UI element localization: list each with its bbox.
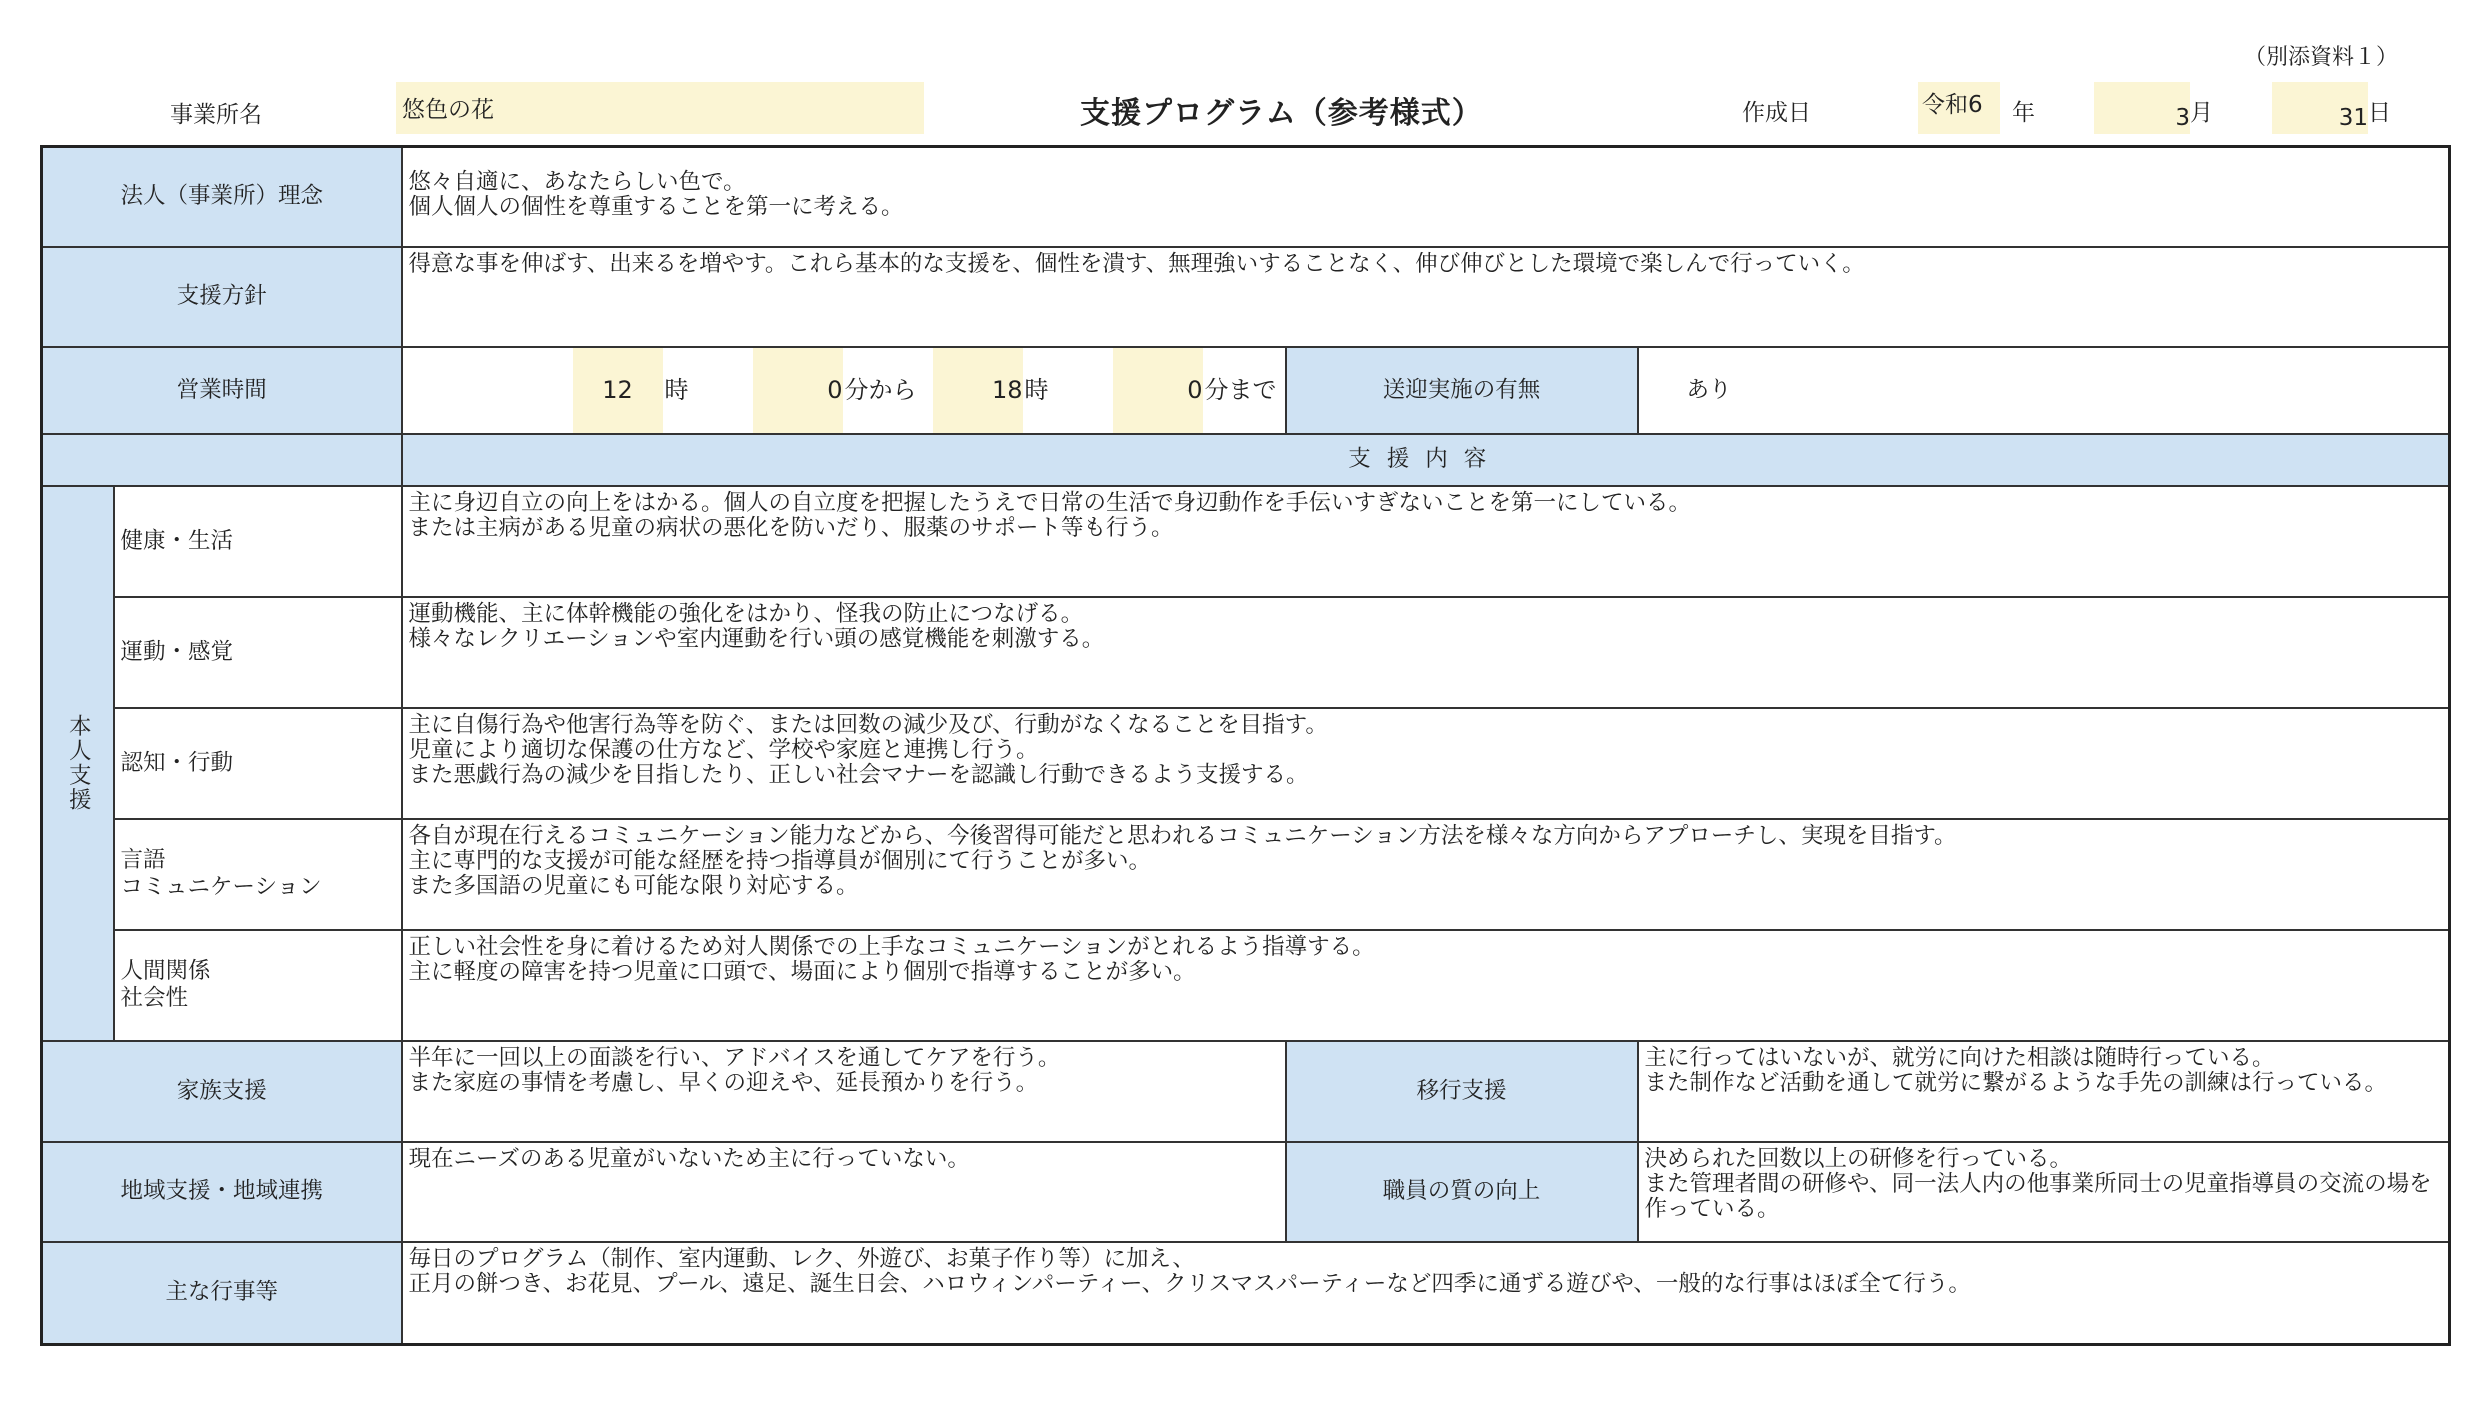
philosophy-text[interactable]: 悠々自適に、あなたらしい色で。 個人個人の個性を尊重することを第一に考える。 (402, 147, 2450, 247)
until-unit: 分まで (1204, 375, 1277, 404)
social-relations-label: 人間関係 社会性 (114, 930, 402, 1041)
cognition-behavior-label: 認知・行動 (114, 708, 402, 819)
hours-cell (402, 347, 1286, 434)
start-hour-field[interactable]: 12 (573, 348, 663, 433)
day-unit: 日 (2368, 100, 2391, 126)
individual-row-cognition (42, 708, 2450, 819)
transition-support-text[interactable]: 主に行ってはいないが、就労に向けた相談は随時行っている。 また制作など活動を通して就労に繋がるような手先の訓練は行っている。 (1638, 1041, 2450, 1142)
support-program-table (40, 145, 2451, 1346)
main-events-label: 主な行事等 (42, 1242, 402, 1345)
year-unit: 年 (2012, 100, 2035, 126)
individual-row-social (42, 930, 2450, 1041)
start-hour-unit: 時 (664, 375, 689, 404)
transport-value[interactable]: あり (1638, 347, 2450, 434)
events-row (42, 1242, 2450, 1345)
transition-support-label: 移行支援 (1286, 1041, 1638, 1142)
motor-sensory-text[interactable]: 運動機能、主に体幹機能の強化をはかり、怪我の防止につなげる。 様々なレクリエーションや室内運動を行い頭の感覚機能を刺激する。 (402, 597, 2450, 708)
office-name-field[interactable]: 悠色の花 (396, 82, 924, 134)
start-minute-field[interactable]: 0 (753, 348, 843, 433)
created-date-label: 作成日 (1742, 100, 1811, 126)
philosophy-label: 法人（事業所）理念 (42, 147, 402, 247)
hours-row (42, 347, 2450, 434)
family-support-label: 家族支援 (42, 1041, 402, 1142)
cognition-behavior-text[interactable]: 主に自傷行為や他害行為等を防ぐ、または回数の減少及び、行動がなくなることを目指す。 児童により適切な保護の仕方など、学校や家庭と連携し行う。 また悪戯行為の減少を目指したり、正しい社会マナーを認識し行動できるよう支援する。 (402, 708, 2450, 819)
transport-label: 送迎実施の有無 (1286, 347, 1638, 434)
attachment-label: （別添資料１） (2244, 45, 2399, 70)
support-content-heading: 支援内容 (402, 434, 2450, 486)
family-support-text[interactable]: 半年に一回以上の面談を行い、アドバイスを通してケアを行う。 また家庭の事情を考慮し、早くの迎えや、延長預かりを行う。 (402, 1041, 1286, 1142)
office-name-label: 事業所名 (170, 102, 262, 128)
community-row (42, 1142, 2450, 1242)
community-support-label: 地域支援・地域連携 (42, 1142, 402, 1242)
end-minute-field[interactable]: 0 (1113, 348, 1203, 433)
philosophy-row (42, 147, 2450, 247)
community-support-text[interactable]: 現在ニーズのある児童がいないため主に行っていない。 (402, 1142, 1286, 1242)
family-row (42, 1041, 2450, 1142)
individual-row-language (42, 819, 2450, 930)
language-communication-label: 言語 コミュニケーション (114, 819, 402, 930)
from-unit: 分から (844, 375, 917, 404)
staff-quality-label: 職員の質の向上 (1286, 1142, 1638, 1242)
hours-label: 営業時間 (42, 347, 402, 434)
motor-sensory-label: 運動・感覚 (114, 597, 402, 708)
end-hour-field[interactable]: 18 (933, 348, 1023, 433)
individual-row-motor (42, 597, 2450, 708)
social-relations-text[interactable]: 正しい社会性を身に着けるため対人関係での上手なコミュニケーションがとれるよう指導する。 主に軽度の障害を持つ児童に口頭で、場面により個別で指導することが多い。 (402, 930, 2450, 1041)
support-band-blank (42, 434, 402, 486)
month-unit: 月 (2190, 100, 2213, 126)
era-year-field[interactable]: 令和6 (1918, 82, 2000, 134)
individual-support-label: 本人支援 (42, 486, 114, 1041)
support-band-row (42, 434, 2450, 486)
main-events-text[interactable]: 毎日のプログラム（制作、室内運動、レク、外遊び、お菓子作り等）に加え、 正月の餅つき、お花見、プール、遠足、誕生日会、ハロウィンパーティー、クリスマスパーティーなど四季に通ずる遊びや、一般的な行事はほぼ全て行う。 (402, 1242, 2450, 1345)
policy-text[interactable]: 得意な事を伸ばす、出来るを増やす。これら基本的な支援を、個性を潰す、無理強いすることなく、伸び伸びとした環境で楽しんで行っていく。 (402, 247, 2450, 347)
policy-label: 支援方針 (42, 247, 402, 347)
language-communication-text[interactable]: 各自が現在行えるコミュニケーション能力などから、今後習得可能だと思われるコミュニケーション方法を様々な方向からアプローチし、実現を目指す。 主に専門的な支援が可能な経歴を持つ指導員が個別にて行うことが多い。 また多国語の児童にも可能な限り対応する。 (402, 819, 2450, 930)
policy-row (42, 247, 2450, 347)
end-hour-unit: 時 (1024, 375, 1049, 404)
page-title: 支援プログラム（参考様式） (1080, 96, 1483, 131)
health-life-text[interactable]: 主に身辺自立の向上をはかる。個人の自立度を把握したうえで日常の生活で身辺動作を手伝いすぎないことを第一にしている。 または主病がある児童の病状の悪化を防いだり、服薬のサポート等も行う。 (402, 486, 2450, 597)
month-field[interactable]: 3 (2094, 82, 2190, 134)
staff-quality-text[interactable]: 決められた回数以上の研修を行っている。 また管理者間の研修や、同一法人内の他事業所同士の児童指導員の交流の場を作っている。 (1638, 1142, 2450, 1242)
health-life-label: 健康・生活 (114, 486, 402, 597)
day-field[interactable]: 31 (2272, 82, 2368, 134)
individual-row-health (42, 486, 2450, 597)
